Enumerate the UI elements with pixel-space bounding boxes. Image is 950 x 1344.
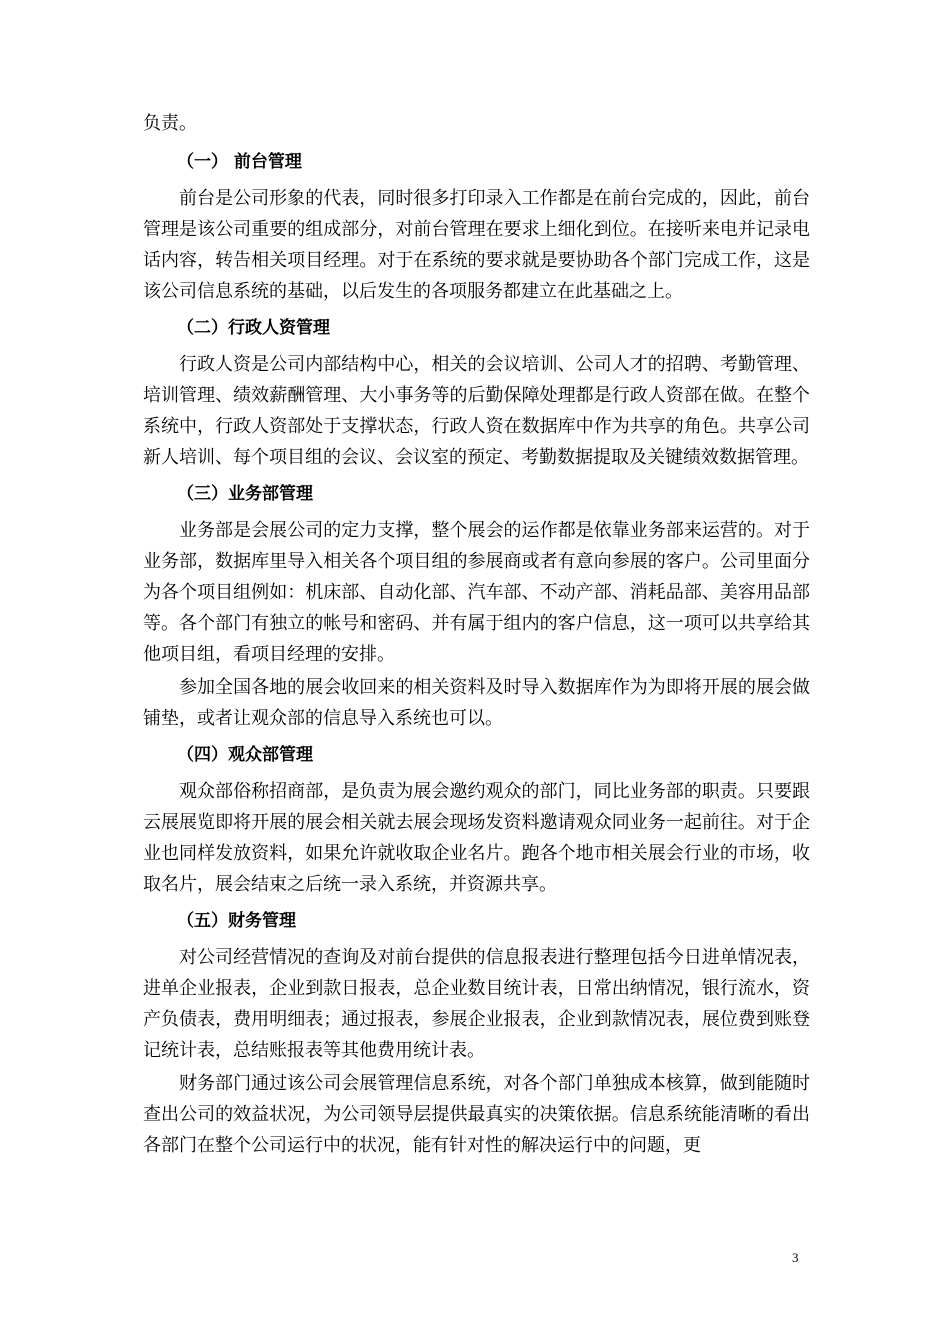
section-heading: （一） 前台管理: [177, 152, 302, 172]
section-admin-hr: [143, 313, 810, 473]
paragraph: 对公司经营情况的查询及对前台提供的信息报表进行整理包括今日进单情况表，进单企业报表，企业到款日报表，总企业数目统计表，日常出纳情况，银行流水，资产负债表，费用明细表；通过报表，参展企业报表，企业到款情况表，展位费到账登记统计表，总结账报表等其他费用统计表。: [143, 947, 810, 1061]
paragraph: 业务部是会展公司的定力支撑，整个展会的运作都是依靠业务部来运营的。对于业务部，数据库里导入相关各个项目组的参展商或者有意向参展的客户。公司里面分为各个项目组例如：机床部、自动化部、汽车部、不动产部、消耗品部、美容用品部等。各个部门有独立的帐号和密码、并有属于组内的客户信息，这一项可以共享给其他项目组，看项目经理的安排。: [143, 520, 810, 665]
lead-text: 负责。: [143, 113, 197, 134]
section-front-desk: [143, 147, 810, 307]
section-heading: （二）行政人资管理: [177, 318, 330, 338]
section-audience: [143, 740, 810, 900]
paragraph: 行政人资是公司内部结构中心，相关的会议培训、公司人才的招聘、考勤管理、培训管理、绩效薪酬管理、大小事务等的后勤保障处理都是行政人资部在做。在整个系统中，行政人资部处于支撑状态，行政人资在数据库中作为共享的角色。共享公司新人培训、每个项目组的会议、会议室的预定、考勤数据提取及关键绩效数据管理。: [143, 354, 810, 468]
paragraph: 财务部门通过该公司会展管理信息系统，对各个部门单独成本核算，做到能随时查出公司的效益状况，为公司领导层提供最真实的决策依据。信息系统能清晰的看出各部门在整个公司运行中的状况，能有针对性的解决运行中的问题，更: [143, 1073, 810, 1156]
section-heading: （五）财务管理: [177, 911, 296, 931]
section-heading: （三）业务部管理: [177, 484, 313, 504]
paragraph: 观众部俗称招商部，是负责为展会邀约观众的部门，同比业务部的职责。只要跟云展展览即将开展的展会相关就去展会现场发资料邀请观众同业务一起前往。对于企业也同样发放资料，如果允许就收取企业名片。跑各个地市相关展会行业的市场，收取名片，展会结束之后统一录入系统，并资源共享。: [143, 781, 810, 895]
page-number: 3: [792, 1250, 799, 1265]
section-heading: （四）观众部管理: [177, 745, 313, 765]
section-business: [143, 479, 810, 734]
document-page: [143, 108, 810, 1163]
section-finance: [143, 906, 810, 1161]
paragraph: 参加全国各地的展会收回来的相关资料及时导入数据库作为为即将开展的展会做铺垫，或者让观众部的信息导入系统也可以。: [143, 677, 810, 729]
paragraph: 前台是公司形象的代表，同时很多打印录入工作都是在前台完成的，因此，前台管理是该公司重要的组成部分，对前台管理在要求上细化到位。在接听来电并记录电话内容，转告相关项目经理。对于在系统的要求就是要协助各个部门完成工作，这是该公司信息系统的基础，以后发生的各项服务都建立在此基础之上。: [143, 188, 810, 302]
